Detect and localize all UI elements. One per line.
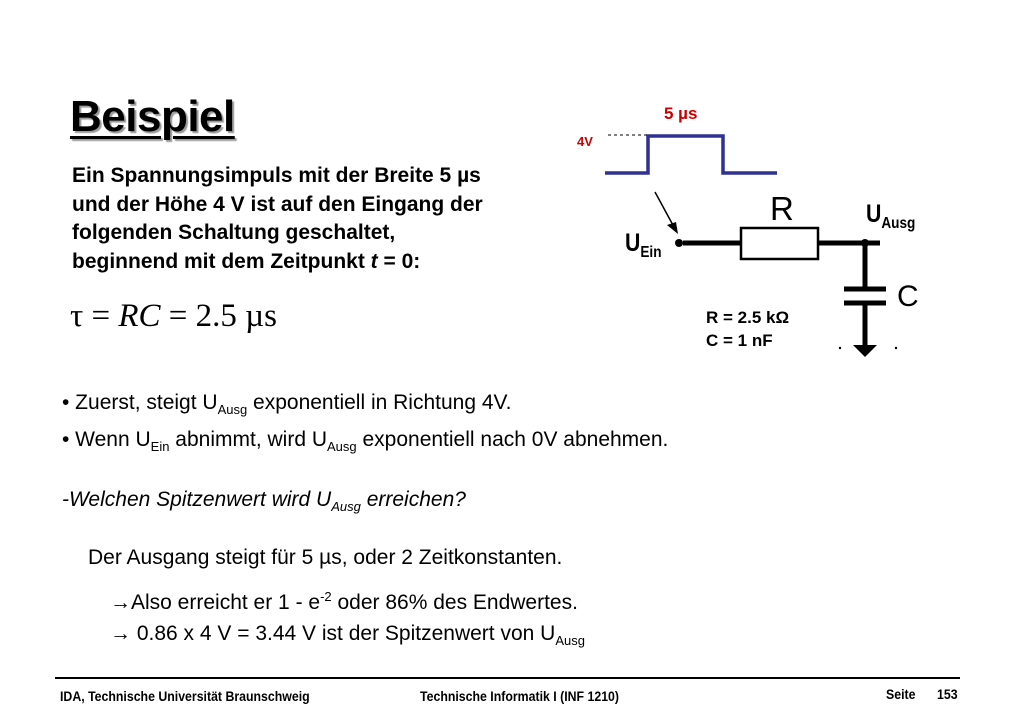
dot-right [895,347,897,349]
capacitance-value: C = 1 nF [706,331,773,350]
bullet-2-text: • Wenn U [62,428,151,451]
intro-text [72,162,572,276]
intro-line-4-text: beginnend mit dem Zeitpunkt [72,249,371,273]
answer-line-3 [110,621,585,654]
footer-institution: IDA, Technische Universität Braunschweig [60,688,310,704]
intro-line-4-end: = 0: [377,249,421,273]
bullet-2-sub-2: Ausg [327,439,357,455]
footer-page-label: Seite [886,686,916,702]
bullet-1 [62,390,511,423]
question-line [62,487,466,520]
intro-line-1: Ein Spannungsimpuls mit der Breite 5 µs [72,164,481,187]
answer-line-1: Der Ausgang steigt für 5 µs, oder 2 Zeitkonstanten. [88,546,563,569]
u-in-symbol: U [625,229,641,257]
input-voltage-label [625,229,662,262]
u-out-symbol: U [866,200,882,228]
question-sub: Ausg [331,499,361,515]
bullet-1-end: exponentiell in Richtung 4V. [247,391,512,414]
answer-2-text: Also erreicht er 1 - e [131,591,321,614]
question-text: -Welchen Spitzenwert wird U [62,488,332,511]
bullet-2 [62,427,668,460]
bullet-2-mid: abnimmt, wird U [169,428,327,451]
question-end: erreichen? [360,488,466,511]
pointer-arrow [655,192,674,227]
input-terminal [675,239,683,247]
arrow-icon: → [110,591,131,614]
answer-line-2 [110,584,578,616]
slide-title: Beispiel [70,92,235,141]
formula-value: = 2.5 µs [160,298,278,334]
output-voltage-label [866,200,915,233]
resistor-label: R [770,190,794,227]
answer-3-sub: Ausg [555,633,585,649]
pulse-width-label: 5 µs [664,104,698,123]
formula-tau: τ = [70,298,119,334]
footer-divider [55,677,960,679]
answer-2-exponent: -2 [320,589,332,604]
bullet-2-sub-1: Ein [150,439,170,455]
input-pulse-waveform [605,136,777,173]
dot-left [839,347,841,349]
answer-3-text: 0.86 x 4 V = 3.44 V ist der Spitzenwert von U [131,622,556,645]
formula-rc: RC [118,298,161,334]
bullet-1-sub: Ausg [217,402,248,418]
u-out-subscript: Ausg [881,215,916,232]
bullet-1-text: • Zuerst, steigt U [62,391,218,414]
u-in-subscript: Ein [640,244,662,261]
intro-line-3: folgenden Schaltung geschaltet, [72,221,396,244]
resistance-value: R = 2.5 kΩ [706,308,790,327]
pointer-arrowhead [667,222,678,234]
intro-time-var: t [370,249,378,273]
answer-2-end: oder 86% des Endwertes. [331,591,578,614]
footer-page-number: 153 [937,686,958,702]
footer-course: Technische Informatik I (INF 1210) [420,688,620,704]
intro-line-2: und der Höhe 4 V ist auf den Eingang der [72,192,483,216]
resistor [741,228,818,259]
bullet-2-end: exponentiell nach 0V abnehmen. [356,428,669,451]
time-constant-formula [70,298,277,335]
pulse-height-label: 4V [577,134,593,149]
ground-arrow [853,345,877,357]
intro-line-4 [72,248,572,277]
component-values [706,306,789,352]
capacitor-label: C [897,280,919,313]
arrow-icon: → [110,622,131,645]
